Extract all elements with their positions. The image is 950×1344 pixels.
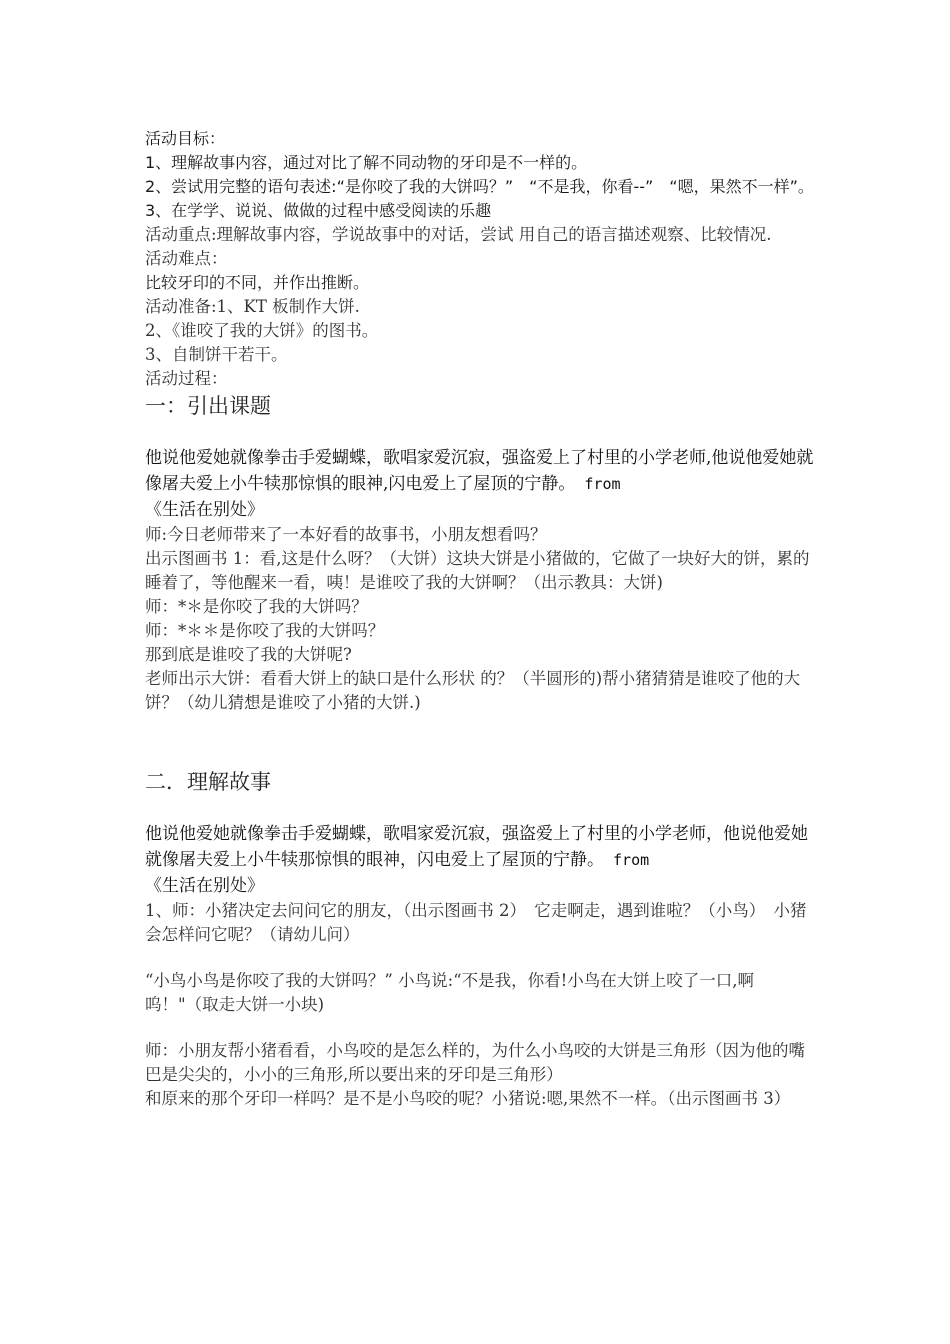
section-2-heading: 二．理解故事 [145,770,271,794]
spacer [145,1017,815,1039]
teacher-line-4: 师：*＊＊是你咬了我的大饼吗？ [145,621,385,640]
teacher-line-2: 出示图画书 1：看,这是什么呀？（大饼）这块大饼是小猪做的，它做了一块好大的饼，累的睡着了，等他醒来一看，咦！是谁咬了我的大饼啊？（出示教具：大饼) [145,549,810,592]
story-line-4: 和原来的那个牙印一样吗？是不是小鸟咬的呢？小猪说:嗯,果然不一样。（出示图画书 3） [145,1089,791,1108]
goal-1: 1、理解故事内容，通过对比了解不同动物的牙印是不一样的。 [145,153,588,172]
teacher-line-3: 师：*＊是你咬了我的大饼吗？ [145,597,368,616]
prep-3: 3、自制饼干若干。 [145,345,288,364]
key-point: 活动重点:理解故事内容，学说故事中的对话，尝试 用自己的语言描述观察、比较情况. [145,225,772,244]
process-title: 活动过程： [145,369,228,388]
quote-1 [145,445,815,497]
spacer [145,421,815,445]
section-1-heading: 一：引出课题 [145,394,271,418]
quote-1-from: from [575,475,621,493]
prep-2: 2、《谁咬了我的大饼》的图书。 [145,321,379,340]
teacher-line-1: 师:今日老师带来了一本好看的故事书，小朋友想看吗？ [145,525,547,544]
difficulty-title: 活动难点： [145,249,228,268]
prep-1: 活动准备:1、KT 板制作大饼. [145,297,360,316]
spacer [145,947,815,969]
teacher-line-6: 老师出示大饼：看看大饼上的缺口是什么形状 的？（半圆形的)帮小猪猜猜是谁咬了他的大饼？（幼儿猜想是谁咬了小猪的大饼.) [145,669,801,712]
spacer [145,797,815,821]
teacher-line-5: 那到底是谁咬了我的大饼呢? [145,645,352,664]
story-line-3: 师：小朋友帮小猪看看，小鸟咬的是怎么样的，为什么小鸟咬的大饼是三角形（因为他的嘴巴是尖尖的，小小的三角形,所以要出来的牙印是三角形） [145,1041,805,1084]
story-line-2: “小鸟小鸟是你咬了我的大饼吗？” 小鸟说:“不是我，你看!小鸟在大饼上咬了一口,啊呜！"（取走大饼一小块) [145,971,754,1014]
quote-2 [145,821,815,873]
goal-3: 3、在学学、说说、做做的过程中感受阅读的乐趣 [145,201,492,220]
spacer [145,715,815,767]
difficulty: 比较牙印的不同，并作出推断。 [145,273,370,292]
goal-2: 2、尝试用完整的语句表述:“是你咬了我的大饼吗？” “不是我，你看--” “嗯，果然不一样”。 [145,177,814,196]
quote-2-from: from [604,851,650,869]
quote-2-text: 他说他爱她就像拳击手爱蝴蝶，歌唱家爱沉寂，强盗爱上了村里的小学老师，他说他爱她就像屠夫爱上小牛犊那惊惧的眼神，闪电爱上了屋顶的宁静。 [145,824,808,870]
quote-1-source: 《生活在别处》 [145,500,264,520]
quote-2-source: 《生活在别处》 [145,876,264,896]
story-line-1: 1、师：小猪决定去问问它的朋友，（出示图画书 2） 它走啊走，遇到谁啦？（小鸟） 小猪会怎样问它呢？（请幼儿问） [145,901,807,944]
goal-title: 活动目标： [145,129,226,148]
document-page [145,127,815,1111]
quote-1-text: 他说他爱她就像拳击手爱蝴蝶，歌唱家爱沉寂，强盗爱上了村里的小学老师,他说他爱她就像屠夫爱上小牛犊那惊惧的眼神,闪电爱上了屋顶的宁静。 [145,448,814,494]
